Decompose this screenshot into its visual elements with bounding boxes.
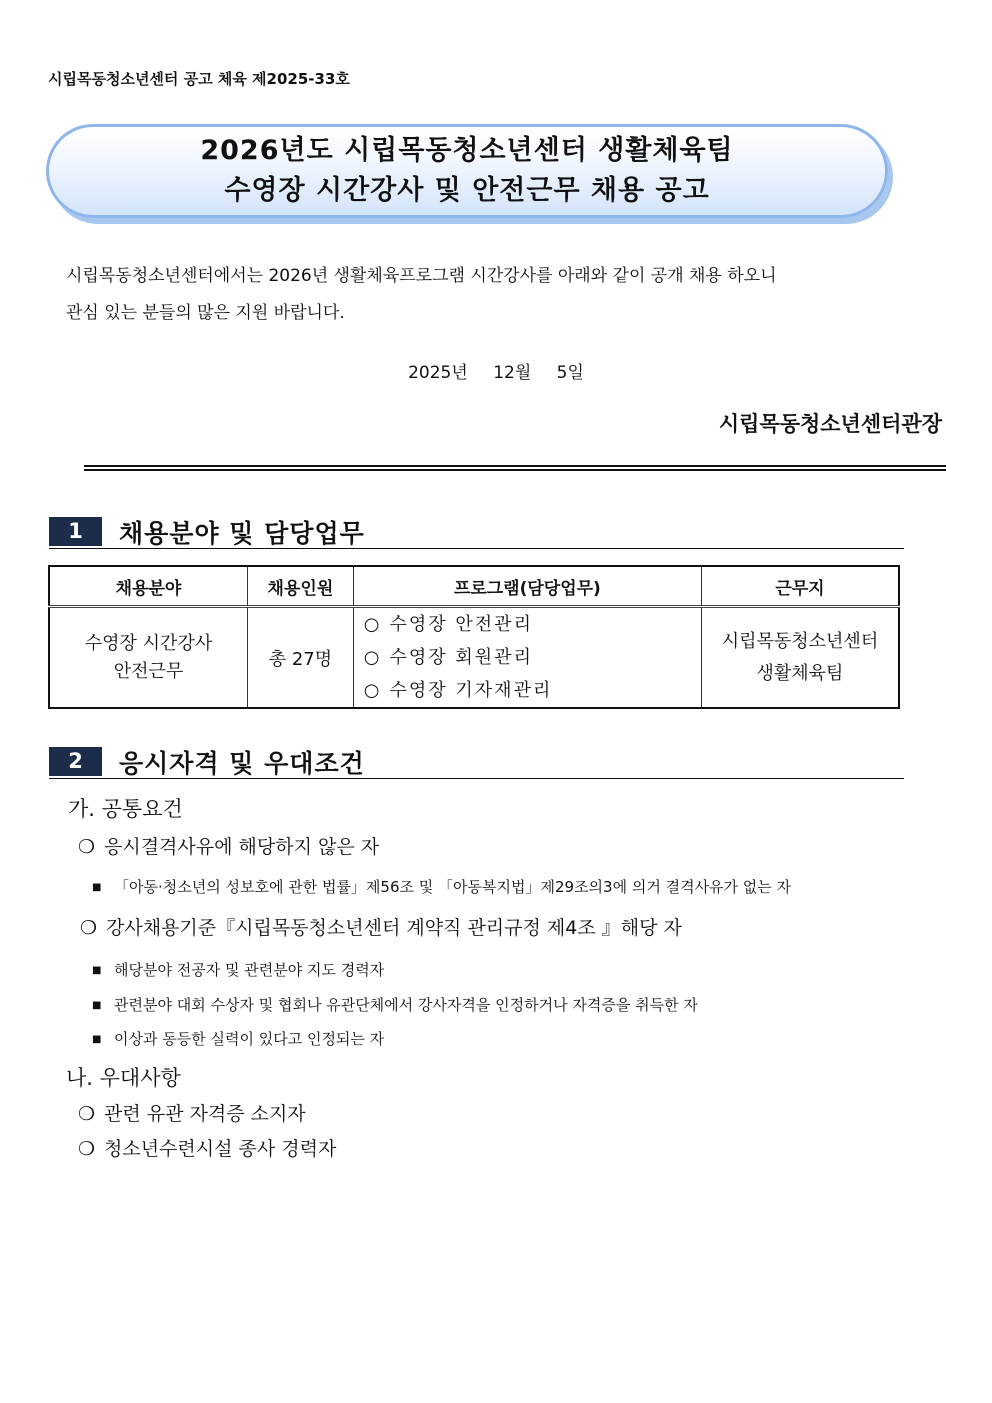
requirement-item — [78, 832, 379, 859]
program-label: 수영장 기자재관리 — [389, 680, 553, 701]
cell-programs — [353, 607, 701, 709]
field-line-2: 안전근무 — [113, 660, 184, 682]
subheading-common-requirements: 가. 공통요건 — [68, 797, 183, 821]
intro-line-1: 시립목동청소년센터에서는 2026년 생활체육프로그램 시간강사를 아래와 같이 공개 채용 하오니 — [66, 266, 777, 286]
square-bullet-icon: ■ — [92, 1000, 102, 1011]
requirement-detail — [92, 1028, 384, 1049]
section-1-header — [49, 516, 904, 549]
square-bullet-icon: ■ — [92, 882, 102, 893]
cell-field — [49, 607, 248, 709]
intro-line-2: 관심 있는 분들의 많은 지원 바랍니다. — [66, 303, 345, 323]
announcement-date — [0, 358, 992, 383]
cell-headcount: 총 27명 — [248, 607, 354, 709]
requirement-detail — [92, 959, 384, 980]
hollow-circle-bullet-icon: ❍ — [78, 836, 96, 858]
requirement-detail-text: 관련분야 대회 수상자 및 협회나 유관단체에서 강사자격을 인정하거나 자격증을 취득한 자 — [114, 996, 698, 1014]
section-1-title: 채용분야 및 담당업무 — [119, 519, 365, 548]
preference-text: 관련 유관 자격증 소지자 — [104, 1103, 306, 1125]
requirement-text: 강사채용기준『시립목동청소년센터 계약직 관리규정 제4조 』해당 자 — [106, 917, 682, 939]
hollow-circle-bullet-icon: ❍ — [78, 1103, 96, 1125]
field-line-1: 수영장 시간강사 — [84, 632, 213, 654]
circle-bullet-icon: ○ — [363, 614, 382, 635]
hollow-circle-bullet-icon: ❍ — [80, 917, 98, 939]
double-divider — [84, 465, 946, 471]
circle-bullet-icon: ○ — [363, 680, 382, 701]
header-workplace: 근무지 — [701, 566, 899, 607]
section-2-header — [49, 746, 904, 779]
program-label: 수영장 회원관리 — [389, 647, 533, 668]
circle-bullet-icon: ○ — [363, 647, 382, 668]
section-2-title: 응시자격 및 우대조건 — [119, 749, 365, 778]
date-month: 12월 — [493, 363, 532, 383]
section-2-number: 2 — [49, 747, 102, 776]
program-item — [364, 641, 701, 674]
cell-workplace — [701, 607, 899, 709]
requirement-detail-text: 해당분야 전공자 및 관련분야 지도 경력자 — [114, 961, 385, 979]
requirement-text: 응시결격사유에 해당하지 않은 자 — [104, 836, 380, 858]
square-bullet-icon: ■ — [92, 965, 102, 976]
header-field: 채용분야 — [49, 566, 248, 607]
requirement-detail — [92, 994, 698, 1015]
preference-text: 청소년수련시설 종사 경력자 — [104, 1138, 337, 1160]
recruitment-table — [48, 565, 900, 709]
preference-item — [78, 1099, 306, 1126]
subheading-preferences: 나. 우대사항 — [66, 1066, 181, 1090]
requirement-detail-text: 「아동·청소년의 성보호에 관한 법률」제56조 및 「아동복지법」제29조의3에 의거 결격사유가 없는 자 — [114, 878, 792, 896]
requirement-item — [80, 913, 682, 940]
requirement-detail-text: 이상과 동등한 실력이 있다고 인정되는 자 — [114, 1030, 385, 1048]
header-headcount: 채용인원 — [248, 566, 354, 607]
hollow-circle-bullet-icon: ❍ — [78, 1138, 96, 1160]
preference-item — [78, 1134, 336, 1161]
workplace-line-1: 시립목동청소년센터 — [721, 630, 879, 652]
signer: 시립목동청소년센터관장 — [718, 412, 942, 436]
requirement-detail — [92, 876, 791, 897]
program-label: 수영장 안전관리 — [389, 614, 533, 635]
square-bullet-icon: ■ — [92, 1034, 102, 1045]
header-program: 프로그램(담당업무) — [353, 566, 701, 607]
table-header-row — [49, 566, 899, 607]
program-item — [364, 608, 701, 641]
title-banner — [46, 124, 888, 218]
date-day: 5일 — [556, 363, 584, 383]
table-row — [49, 607, 899, 709]
program-item — [364, 674, 701, 707]
workplace-line-2: 생활체육팀 — [756, 662, 844, 684]
date-year: 2025년 — [408, 363, 468, 383]
title-line-1: 2026년도 시립목동청소년센터 생활체육팀 — [200, 135, 734, 166]
section-1-number: 1 — [49, 517, 102, 546]
title-line-2: 수영장 시간강사 및 안전근무 채용 공고 — [224, 175, 710, 206]
document-number: 시립목동청소년센터 공고 체육 제2025-33호 — [48, 70, 350, 88]
